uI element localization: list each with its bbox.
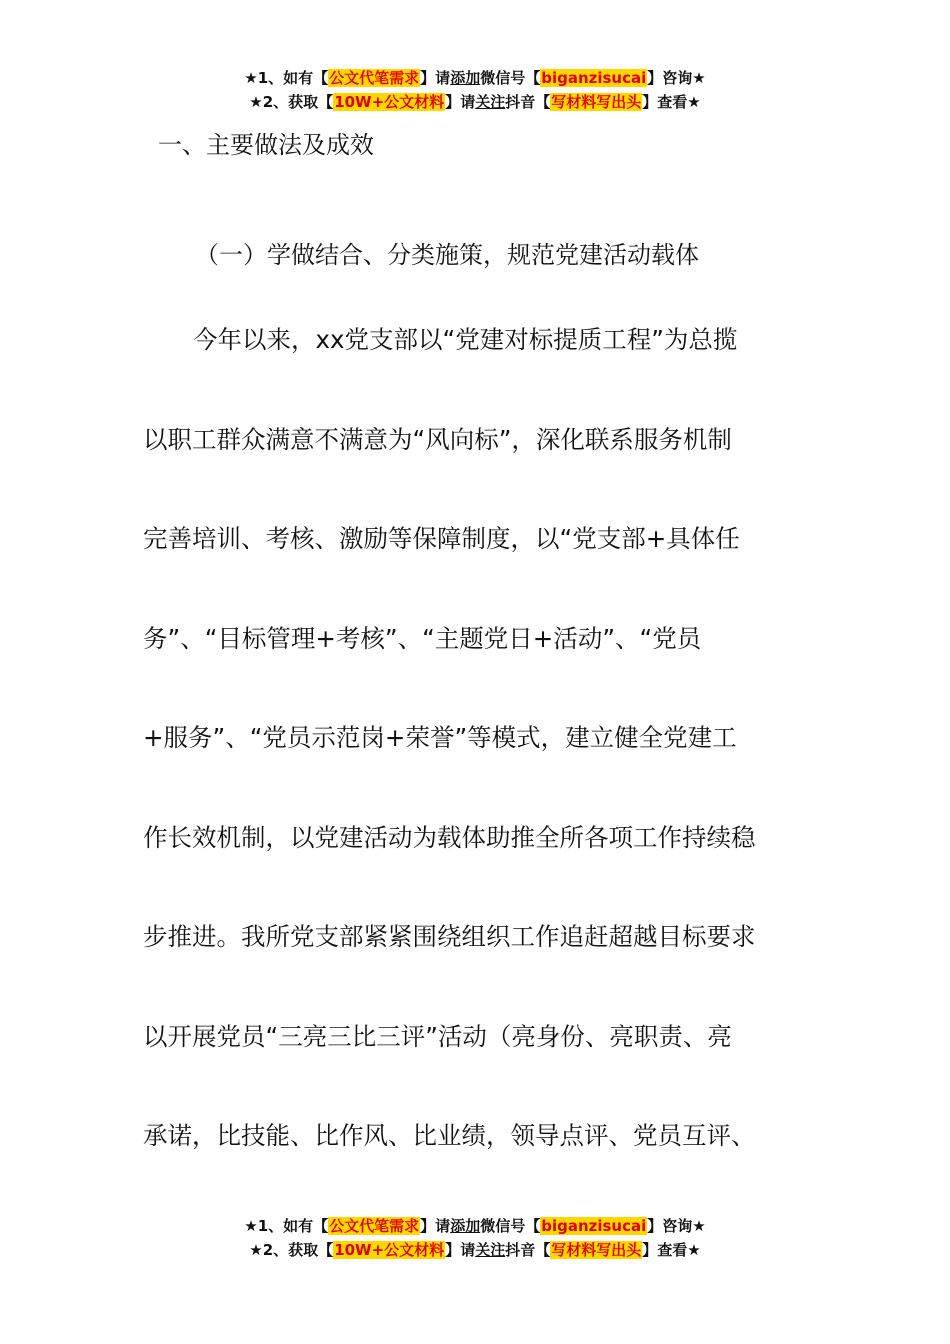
- wechat-id-highlight: biganzisucai: [541, 69, 647, 87]
- promo-highlight: 公文代笔需求: [329, 1217, 420, 1235]
- promo-underlined: 添加: [450, 1217, 481, 1235]
- promo-highlight: 10W+公文材料: [334, 1241, 445, 1259]
- promo-line-2: [0, 1238, 950, 1262]
- promo-underlined: 添加: [450, 69, 481, 87]
- promo-highlight: 10W+公文材料: [334, 93, 445, 111]
- promo-line-2: [0, 90, 950, 114]
- wechat-id-highlight: biganzisucai: [541, 1217, 647, 1235]
- douyin-account-highlight: 写材料写出头: [551, 1241, 642, 1259]
- promo-text: 】请: [420, 1217, 451, 1235]
- section-heading: 一、主要做法及成效: [158, 131, 374, 159]
- promo-text: 】咨询★: [647, 69, 706, 87]
- body-line: 承诺，比技能、比作风、比业绩，领导点评、党员互评、: [143, 1121, 756, 1150]
- promo-text: 】请: [445, 93, 476, 111]
- promo-underlined: 关注: [475, 1241, 506, 1259]
- body-line: +服务”、“党员示范岗+荣誉”等模式，建立健全党建工: [143, 723, 737, 752]
- top-promo-banner: [0, 66, 950, 114]
- body-line: 步推进。我所党支部紧紧围绕组织工作追赶超越目标要求: [143, 922, 756, 951]
- promo-text: ★2、获取【: [249, 93, 334, 111]
- promo-text: 微信号【: [480, 69, 541, 87]
- body-line: 作长效机制，以党建活动为载体助推全所各项工作持续稳: [143, 822, 756, 852]
- promo-text: 】请: [420, 69, 451, 87]
- body-line: 务”、“目标管理+考核”、“主题党日+活动”、“党员: [143, 623, 702, 653]
- promo-text: 】请: [445, 1241, 476, 1259]
- body-paragraph: [143, 320, 808, 1216]
- promo-text: 】咨询★: [647, 1217, 706, 1235]
- body-line: 以职工群众满意不满意为“风向标”，深化联系服务机制: [143, 424, 732, 454]
- body-line: 以开展党员“三亮三比三评”活动（亮身份、亮职责、亮: [143, 1021, 732, 1051]
- promo-text: 】查看★: [642, 93, 701, 111]
- body-line: 今年以来，xx党支部以“党建对标提质工程”为总揽: [193, 325, 738, 354]
- promo-text: ★2、获取【: [249, 1241, 334, 1259]
- promo-text: ★1、如有【: [244, 1217, 329, 1235]
- body-line: 完善培训、考核、激励等保障制度，以“党支部+具体任: [143, 524, 740, 553]
- promo-text: 微信号【: [480, 1217, 541, 1235]
- promo-text: ★1、如有【: [244, 69, 329, 87]
- subsection-heading: （一）学做结合、分类施策，规范党建活动载体: [195, 241, 699, 269]
- promo-highlight: 公文代笔需求: [329, 69, 420, 87]
- promo-line-1: [0, 66, 950, 90]
- promo-text: 】查看★: [642, 1241, 701, 1259]
- promo-text: 抖音【: [505, 1241, 551, 1259]
- promo-text: 抖音【: [505, 93, 551, 111]
- promo-underlined: 关注: [475, 93, 506, 111]
- promo-line-1: [0, 1214, 950, 1238]
- bottom-promo-banner: [0, 1214, 950, 1262]
- douyin-account-highlight: 写材料写出头: [551, 93, 642, 111]
